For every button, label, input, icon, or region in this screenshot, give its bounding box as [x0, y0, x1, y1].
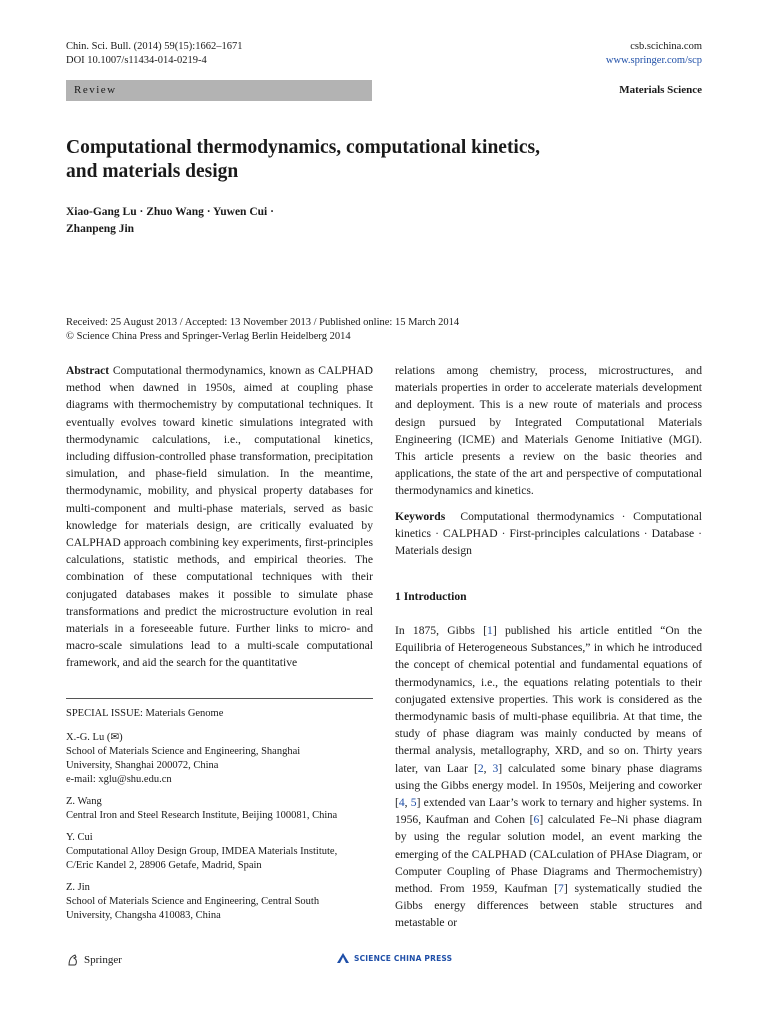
- article-dates: Received: 25 August 2013 / Accepted: 13 November 2013 / Published online: 15 March 2014: [66, 317, 460, 328]
- affiliation-name: X.-G. Lu (✉): [66, 732, 123, 743]
- springer-horse-icon: [66, 953, 80, 967]
- intro-text: ] extended van Laar’s work to ternary and higher systems. In 1956, Kaufman and Cohen [: [395, 796, 702, 827]
- article-category: Review: [74, 84, 117, 96]
- affiliation-line: Computational Alloy Design Group, IMDEA Materials Institute,: [66, 846, 338, 857]
- introduction-text: [395, 622, 702, 932]
- abstract-label: Abstract: [66, 364, 110, 377]
- intro-text: ] calculated some binary phase diagrams using the Gibbs energy model. In 1950s, Meijering and coworker [: [395, 761, 703, 810]
- journal-citation: Chin. Sci. Bull. (2014) 59(15):1662–1671: [66, 41, 243, 52]
- authors-line-1: Xiao-Gang Lu · Zhuo Wang · Yuwen Cui ·: [66, 206, 274, 218]
- citation-ref-7[interactable]: 7: [558, 882, 564, 896]
- affiliation-email[interactable]: e-mail: xglu@shu.edu.cn: [66, 774, 172, 785]
- intro-text: ] systematically studied the Gibbs energy differences between stable structures and metastable or: [395, 882, 702, 930]
- affiliation-line: University, Shanghai 200072, China: [66, 760, 219, 771]
- footnote-divider: [66, 698, 373, 699]
- citation-ref-4[interactable]: 4: [398, 796, 405, 810]
- affiliation-line: C/Eric Kandel 2, 28906 Getafe, Madrid, Spain: [66, 860, 262, 871]
- affiliation-lu: [66, 731, 373, 787]
- intro-text: In 1875, Gibbs [: [395, 624, 488, 637]
- intro-text: ,: [404, 796, 411, 810]
- section-heading-introduction: 1 Introduction: [395, 590, 467, 603]
- affiliation-line: School of Materials Science and Engineering, Central South: [66, 896, 320, 907]
- doi[interactable]: DOI 10.1007/s11434-014-0219-4: [66, 55, 207, 66]
- journal-site[interactable]: csb.scichina.com: [630, 41, 702, 52]
- affiliation-wang: [66, 795, 373, 823]
- springer-logo: [66, 953, 122, 967]
- citation-ref-1[interactable]: 1: [487, 624, 493, 637]
- subject-area: Materials Science: [619, 84, 702, 96]
- special-issue-note: SPECIAL ISSUE: Materials Genome: [66, 708, 224, 719]
- abstract-right-column: [395, 362, 702, 500]
- title-line-1: Computational thermodynamics, computational kinetics,: [66, 137, 540, 158]
- citation-ref-5[interactable]: 5: [410, 796, 417, 810]
- affiliation-name: Z. Wang: [66, 796, 102, 807]
- intro-text: ] published his article entitled “On the Equilibria of Heterogeneous Substances,” in which he introduced the concept of chemical potential and fundamental equations of thermodynamics, i.e., the equations relating potentials to their conjugated extensive properties. This work is considered as the thermodynamic basis of multi-phase equilibria. At that time, the study of phase diagram was mainly conducted by means of thermal analysis, metallography, XRD, and so on. Thirty years later, van Laar [: [395, 624, 703, 775]
- affiliation-name: Y. Cui: [66, 832, 93, 843]
- affiliation-line: School of Materials Science and Engineering, Shanghai: [66, 746, 301, 757]
- affiliation-cui: [66, 831, 373, 873]
- springer-url-link[interactable]: www.springer.com/scp: [605, 55, 702, 66]
- intro-text: ] calculated Fe–Ni phase diagram by using the regular solution model, an event marking the emerging of the CALPHAD (CALculation of PHAse Diagram, or Computer Coupling of Phase Diagrams and Thermochemistry) method. From 1959, Kaufman [: [395, 813, 703, 896]
- affiliation-jin: [66, 881, 373, 923]
- affiliations: [66, 707, 373, 931]
- keywords-block: [395, 508, 702, 560]
- article-title: [66, 136, 666, 184]
- author-list: [66, 204, 466, 238]
- affiliation-line: University, Changsha 410083, China: [66, 910, 221, 921]
- abstract-left-column: [66, 362, 373, 672]
- copyright: © Science China Press and Springer-Verlag Berlin Heidelberg 2014: [66, 331, 351, 342]
- keywords-label: Keywords: [395, 510, 446, 523]
- title-line-2: and materials design: [66, 161, 239, 182]
- springer-url[interactable]: [606, 54, 702, 68]
- authors-line-2: Zhanpeng Jin: [66, 223, 135, 235]
- citation-ref-2[interactable]: 2: [477, 761, 484, 775]
- affiliation-name: Z. Jin: [66, 882, 90, 893]
- science-china-press-logo: [336, 952, 452, 964]
- article-category-bar: [66, 80, 372, 101]
- science-china-press-text: SCIENCE CHINA PRESS: [354, 953, 453, 963]
- affiliation-line: Central Iron and Steel Research Institute, Beijing 100081, China: [66, 810, 338, 821]
- keywords-text: Computational thermodynamics · Computational kinetics · CALPHAD · First-principles calculations · Database · Materials design: [395, 510, 703, 558]
- citation-ref-3[interactable]: 3: [492, 761, 499, 775]
- abstract-text-left: Computational thermodynamics, known as CALPHAD method when dawned in 1950s, aimed at coupling phase diagrams with thermochemistry by computational techniques. It eventually evolves toward kinetic simulations integrated with thermodynamic calculations, i.e., computational kinetics, including diffusion-controlled phase transformation, precipitation simulation, and phase-field simulation. In the meantime, thermodynamic, mobility, and physical property databases for multi-component and multi-phase materials, served as basic knowledge for materials design, are critically evaluated by CALPHAD approach combining key experiments, first-principles calculations, statistic methods, and empirical theories. The combination of these computational techniques with their conjugated databases makes it possible to simulate phase transformations and predict the microstructure evolution in real materials in a foreseeable future. Further links to micro- and macro-scale simulations lead to a multi-scale computational framework, and aid the search for the quantitative: [66, 364, 373, 670]
- intro-text: ,: [483, 761, 493, 775]
- science-china-press-icon: [336, 952, 350, 964]
- springer-logo-text: Springer: [84, 954, 122, 966]
- citation-ref-6[interactable]: 6: [533, 813, 540, 827]
- abstract-text-right: relations among chemistry, process, microstructures, and materials properties in order to accelerate materials development and deployment. This is a new route of materials and process design pursued by Integrated Computational Materials Engineering (ICME) and Materials Genome Initiative (MGI). This article presents a review on the basic theories and applications, the state of the art and perspective of computational thermodynamics and kinetics.: [395, 364, 702, 498]
